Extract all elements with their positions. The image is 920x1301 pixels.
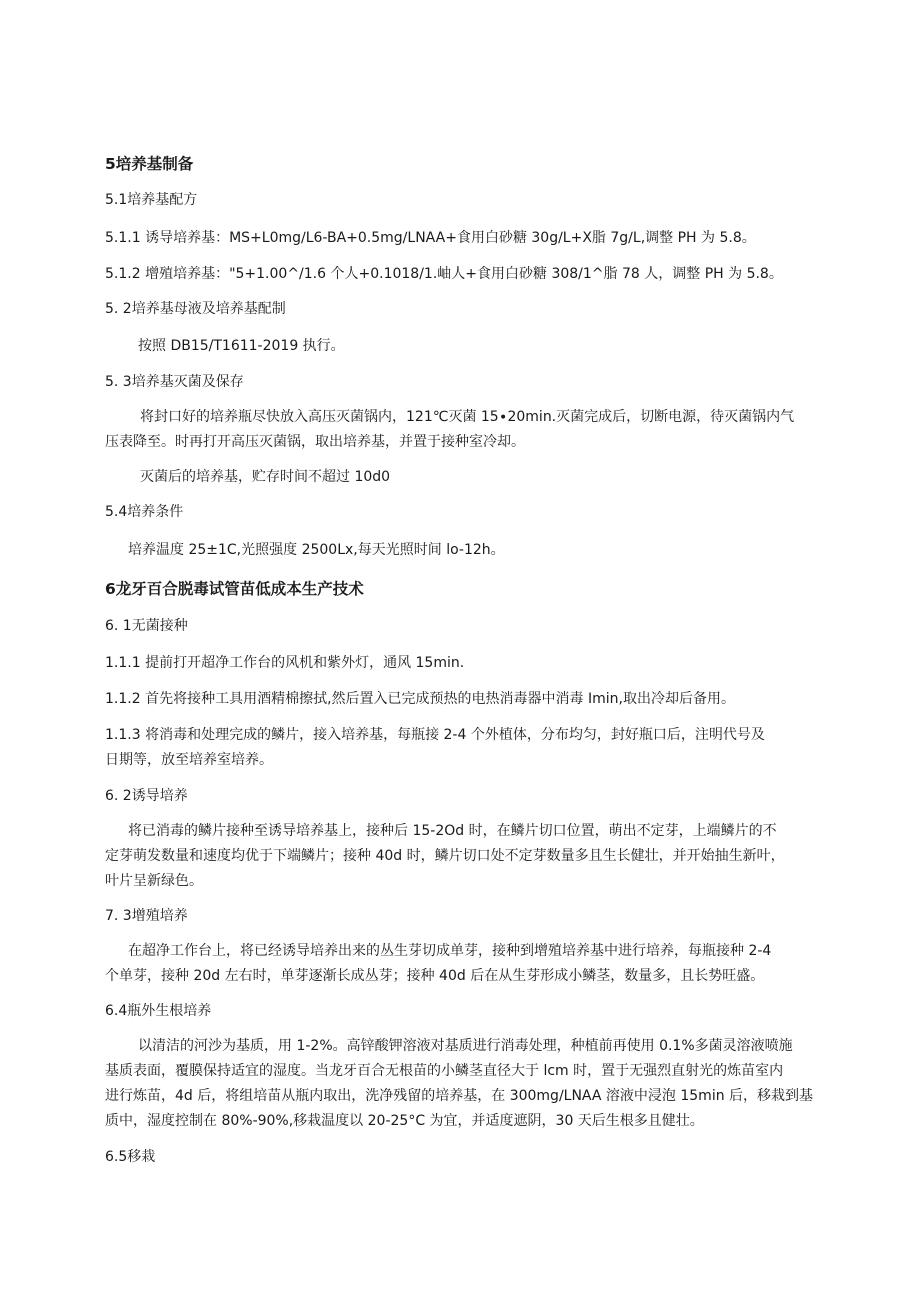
section-5-4-text: 培养温度 25±1C,光照强度 2500Lx,每天光照时间 lo-12h。	[128, 542, 505, 558]
section-5-3-para2: 灭菌后的培养基，贮存时间不超过 10d0	[140, 469, 391, 485]
section-6-1-heading: 6. 1无菌接种	[105, 618, 188, 634]
item-6-1-2: 1.1.2 首先将接种工具用酒精棉擦拭,然后置入已完成预热的电热消毒器中消毒 Imin,取出冷却后备用。	[105, 691, 735, 707]
section-5-2-text: 按照 DB15/T1611-2019 执行。	[138, 338, 345, 354]
section-5-4-heading: 5.4培养条件	[105, 504, 184, 520]
section-6-2-line1: 将已消毒的鳞片接种至诱导培养基上，接种后 15-2Od 时，在鳞片切口位置，萌出不定芽，上端鳞片的不	[128, 823, 777, 839]
section-5-3-para1-line1: 将封口好的培养瓶尽快放入高压灭菌锅内，121℃灭菌 15∙20min.灭菌完成后，切断电源，待灭菌锅内气	[140, 409, 795, 425]
section-6-heading: 6龙牙百合脱毒试管苗低成本生产技术	[105, 580, 364, 598]
section-6-3-heading: 7. 3增殖培养	[105, 908, 188, 924]
section-6-3-line1: 在超净工作台上，将已经诱导培养出来的丛生芽切成单芽，接种到增殖培养基中进行培养，每瓶接种 2-4	[128, 943, 772, 959]
item-5-1-1: 5.1.1 诱导培养基：MS+L0mg∕L6-BA+0.5mg∕LNAA+食用白砂糖 30g∕L+X脂 7g∕L,调整 PH 为 5.8。	[105, 230, 756, 246]
section-6-4-line2: 基质表面，覆膜保持适宜的湿度。当龙牙百合无根苗的小鳞茎直径大于 lcm 时，置于无强烈直射光的炼苗室内	[105, 1063, 784, 1079]
section-5-3-heading: 5. 3培养基灭菌及保存	[105, 374, 244, 390]
item-6-1-3-line1: 1.1.3 将消毒和处理完成的鳞片，接入培养基，每瓶接 2-4 个外植体，分布均匀，封好瓶口后，注明代号及	[105, 727, 765, 743]
section-6-3-line2: 个单芽，接种 20d 左右时，单芽逐渐长成丛芽；接种 40d 后在从生芽形成小鳞茎，数量多，且长势旺盛。	[105, 968, 765, 984]
section-6-5-heading: 6.5移栽	[105, 1149, 156, 1165]
section-5-heading: 5培养基制备	[105, 155, 194, 173]
section-6-4-line3: 进行炼苗，4d 后，将组培苗从瓶内取出，洗净残留的培养基，在 300mg∕LNAA 溶液中浸泡 15min 后，移栽到基	[105, 1088, 814, 1104]
section-6-2-line2: 定芽萌发数量和速度均优于下端鳞片；接种 40d 时，鳞片切口处不定芽数量多且生长健壮，并开始抽生新叶，	[105, 848, 785, 864]
item-6-1-1: 1.1.1 提前打开超净工作台的风机和紫外灯，通风 15min.	[105, 655, 465, 671]
section-6-2-heading: 6. 2诱导培养	[105, 788, 188, 804]
section-5-1-heading: 5.1培养基配方	[105, 192, 198, 208]
item-6-1-3-line2: 日期等，放至培养室培养。	[105, 752, 273, 768]
section-5-3-para1-line2: 压表降至。时再打开高压灭菌锅，取出培养基，并置于接种室冷却。	[105, 434, 525, 450]
section-6-4-line1: 以清洁的河沙为基质，用 1-2%。高锌酸钾溶液对基质进行消毒处理，种植前再使用 0.1%多菌灵溶液喷施	[138, 1038, 793, 1054]
section-6-4-heading: 6.4瓶外生根培养	[105, 1003, 212, 1019]
section-6-4-line4: 质中，湿度控制在 80%-90%,移栽温度以 20-25°C 为宜，并适度遮阴，30 天后生根多且健壮。	[105, 1113, 704, 1129]
section-6-2-line3: 叶片呈新绿色。	[105, 873, 203, 889]
section-5-2-heading: 5. 2培养基母液及培养基配制	[105, 301, 286, 317]
item-5-1-2: 5.1.2 增殖培养基："5+1.00^/1.6 个人+0.1018/1.岫人+食用白砂糖 308/1^脂 78 人，调整 PH 为 5.8。	[105, 266, 783, 282]
